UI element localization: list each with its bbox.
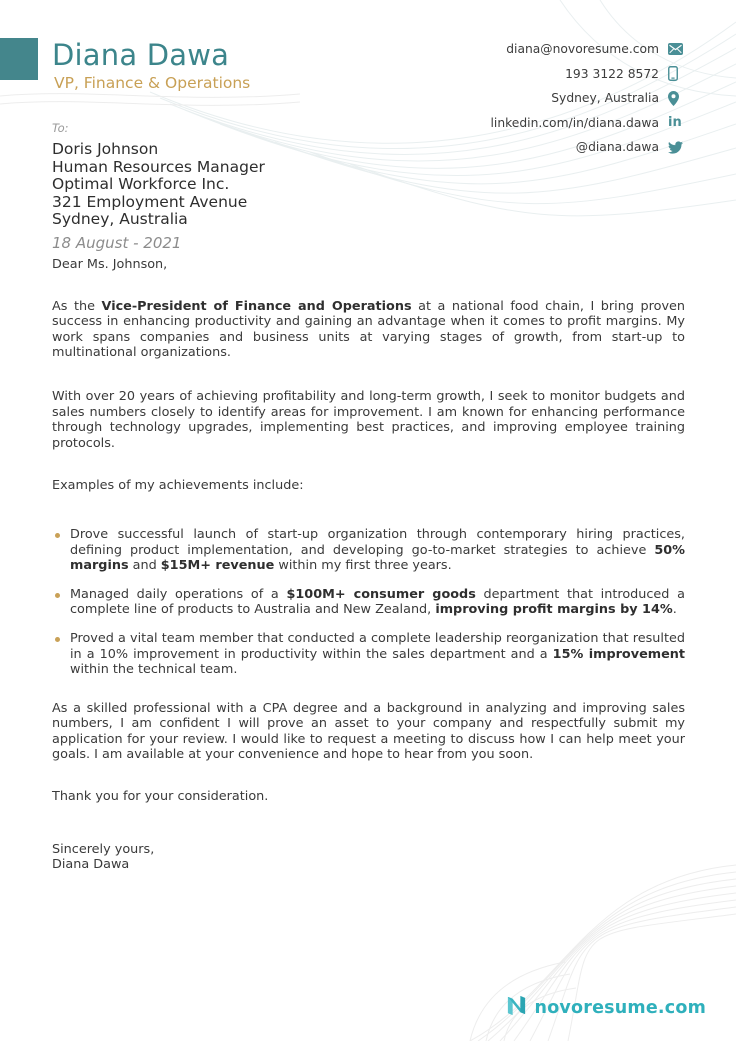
recipient-name: Doris Johnson — [52, 140, 159, 158]
contact-item-phone[interactable] — [491, 67, 685, 81]
letter-date: 18 August - 2021 — [52, 233, 182, 252]
contact-item-linkedin[interactable] — [491, 116, 685, 130]
footer-brand[interactable] — [505, 994, 706, 1021]
signoff-block — [52, 842, 685, 873]
email-address: diana@novoresume.com — [506, 42, 659, 56]
recipient-city: Sydney, Australia — [52, 210, 188, 228]
brand-text: novoresume.com — [534, 997, 706, 1018]
signoff: Sincerely yours, — [52, 841, 155, 857]
recipient-street: 321 Employment Avenue — [52, 192, 248, 211]
linkedin-handle: linkedin.com/in/diana.dawa — [490, 115, 659, 130]
thank-you-line: Thank you for your consideration. — [52, 789, 269, 805]
letter-body — [52, 257, 685, 873]
header-accent-square — [0, 38, 38, 80]
location-icon — [668, 91, 684, 106]
contact-item-twitter[interactable] — [491, 140, 685, 154]
greeting: Dear Ms. Johnson, — [52, 257, 168, 272]
achievements-list — [52, 527, 685, 678]
bullet-dot-icon — [55, 637, 60, 642]
contact-item-location[interactable] — [491, 91, 685, 105]
bullet-dot-icon — [55, 593, 60, 598]
achievement-bullet-3: Proved a vital team member that conducted a complete leadership reorganization that resulted in a 10% improvement in productivity within the sales department and a 15% improvement within the technical team. — [52, 631, 685, 678]
location-text: Sydney, Australia — [551, 91, 659, 106]
to-label: To: — [52, 121, 69, 135]
candidate-title: VP, Finance & Operations — [54, 74, 251, 92]
achievement-bullet-1: Drove successful launch of start-up organization through contemporary hiring practices, defining product implementation, and developing go-to-market strategies to achieve 50% margins and $15M+ revenue within my first three years. — [52, 527, 685, 574]
contact-block — [491, 42, 685, 165]
signature-name: Diana Dawa — [52, 857, 130, 873]
phone-number: 193 3122 8572 — [565, 66, 659, 81]
novoresume-logo-icon — [505, 994, 528, 1021]
twitter-icon — [668, 141, 684, 154]
paragraph-intro: As the Vice-President of Finance and Operations at a national food chain, I bring proven success in enhancing productivity and gaining an advantage when it comes to profit margins. My work spans companies and business units at varying stages of growth, from start-up to multinational organizations. — [52, 298, 685, 361]
phone-icon — [668, 66, 684, 81]
paragraph-experience: With over 20 years of achieving profitability and long-term growth, I seek to monitor budgets and sales numbers closely to identify areas for improvement. I am known for enhancing performance through technology upgrades, implementing best practices, and improving employee training protocols. — [52, 388, 685, 451]
twitter-handle: @diana.dawa — [575, 140, 659, 155]
recipient-company: Optimal Workforce Inc. — [52, 175, 230, 193]
recipient-block — [52, 121, 265, 252]
email-icon — [668, 43, 684, 55]
bullet-dot-icon — [55, 533, 60, 538]
candidate-name: Diana Dawa — [52, 38, 230, 72]
recipient-role: Human Resources Manager — [52, 157, 265, 176]
contact-item-email[interactable] — [491, 42, 685, 56]
paragraph-closing: As a skilled professional with a CPA degree and a background in analyzing and improving sales numbers, I am confident I will prove an asset to your company and respectfully submit my application for your review. I would like to request a meeting to discuss how I can help meet your goals. I am available at your convenience and hope to hear from you soon. — [52, 700, 685, 763]
linkedin-icon: in — [668, 115, 682, 131]
achievements-intro: Examples of my achievements include: — [52, 478, 304, 494]
achievement-bullet-2: Managed daily operations of a $100M+ consumer goods department that introduced a complete line of products to Australia and New Zealand, improving profit margins by 14%. — [52, 587, 685, 618]
